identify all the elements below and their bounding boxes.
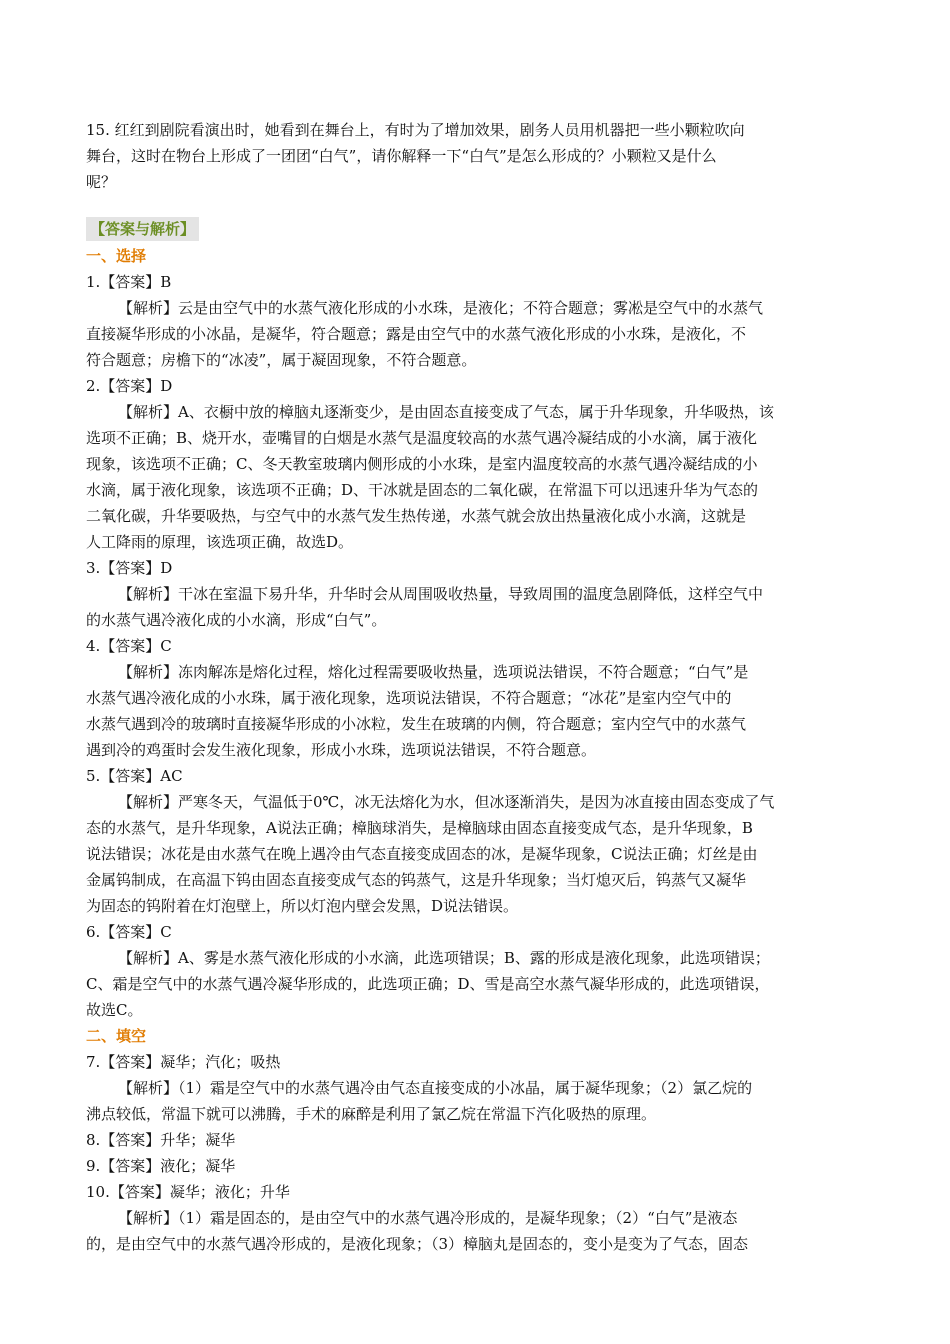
analysis-line: 选项不正确；B、烧开水，壶嘴冒的白烟是水蒸气是温度较高的水蒸气遇冷凝结成的小水滴，属于液化: [86, 429, 758, 447]
answer-line: 2.【答案】D: [86, 377, 173, 395]
analysis-line: 为固态的钨附着在灯泡壁上，所以灯泡内壁会发黑，D说法错误。: [86, 897, 519, 915]
answer-line: 10.【答案】凝华；液化；升华: [86, 1183, 290, 1201]
analysis-line: 的水蒸气遇冷液化成的小水滴，形成“白气”。: [86, 611, 387, 629]
analysis-line: 【解析】（1）霜是固态的，是由空气中的水蒸气遇冷形成的，是凝华现象；（2）“白气”是液态: [118, 1209, 738, 1227]
analysis-line: 沸点较低，常温下就可以沸腾，手术的麻醉是利用了氯乙烷在常温下汽化吸热的原理。: [86, 1105, 657, 1123]
answers-body: [86, 243, 876, 1257]
analysis-line: 符合题意；房檐下的“冰凌”，属于凝固现象，不符合题意。: [86, 351, 477, 369]
answer-line: 8.【答案】升华；凝华: [86, 1131, 236, 1149]
answer-line: 5.【答案】AC: [86, 767, 183, 785]
analysis-line: 【解析】严寒冬天，气温低于0℃，冰无法熔化为水，但冰逐渐消失，是因为冰直接由固态变成了气: [118, 793, 775, 811]
question-text-line: 15. 红红到剧院看演出时，她看到在舞台上，有时为了增加效果，剧务人员用机器把一些小颗粒吹向: [86, 121, 745, 139]
analysis-line: 水滴，属于液化现象，该选项不正确；D、干冰就是固态的二氧化碳，在常温下可以迅速升华为气态的: [86, 481, 759, 499]
analysis-line: 态的水蒸气，是升华现象，A说法正确；樟脑球消失，是樟脑球由固态直接变成气态，是升华现象，B: [86, 819, 753, 837]
analysis-line: 【解析】A、雾是水蒸气液化形成的小水滴，此选项错误；B、露的形成是液化现象，此选项错误；: [118, 949, 770, 967]
analysis-line: 【解析】冻肉解冻是熔化过程，熔化过程需要吸收热量，选项说法错误，不符合题意；“白气”是: [118, 663, 749, 681]
analysis-line: 水蒸气遇到冷的玻璃时直接凝华形成的小冰粒，发生在玻璃的内侧，符合题意；室内空气中的水蒸气: [86, 715, 747, 733]
answer-line: 6.【答案】C: [86, 923, 172, 941]
section-heading: 一、选择: [86, 247, 147, 265]
analysis-line: 现象，该选项不正确；C、冬天教室玻璃内侧形成的小水珠，是室内温度较高的水蒸气遇冷凝结成的小: [86, 455, 758, 473]
analysis-line: 金属钨制成，在高温下钨由固态直接变成气态的钨蒸气，这是升华现象；当灯熄灭后，钨蒸气又凝华: [86, 871, 747, 889]
answer-line: 3.【答案】D: [86, 559, 173, 577]
analysis-line: 【解析】（1）霜是空气中的水蒸气遇冷由气态直接变成的小冰晶，属于凝华现象；（2）氯乙烷的: [118, 1079, 753, 1097]
analysis-line: 【解析】云是由空气中的水蒸气液化形成的小水珠，是液化；不符合题意；雾凇是空气中的水蒸气: [118, 299, 764, 317]
analysis-line: 故选C。: [86, 1001, 143, 1019]
answer-line: 1.【答案】B: [86, 273, 172, 291]
analysis-line: 的，是由空气中的水蒸气遇冷形成的，是液化现象；（3）樟脑丸是固态的，变小是变为了气态，固态: [86, 1235, 749, 1253]
analysis-line: 说法错误；冰花是由水蒸气在晚上遇冷由气态直接变成固态的冰，是凝华现象，C说法正确；灯丝是由: [86, 845, 758, 863]
analysis-line: 【解析】干冰在室温下易升华，升华时会从周围吸收热量，导致周围的温度急剧降低，这样空气中: [118, 585, 764, 603]
section-heading: 二、填空: [86, 1027, 147, 1045]
analysis-line: 【解析】A、衣橱中放的樟脑丸逐渐变少，是由固态直接变成了气态，属于升华现象，升华吸热，该: [118, 403, 774, 421]
answer-line: 4.【答案】C: [86, 637, 172, 655]
question-text-line: 舞台，这时在物台上形成了一团团“白气”，请你解释一下“白气”是怎么形成的？小颗粒又是什么: [86, 147, 717, 165]
question-15: [86, 117, 876, 195]
analysis-line: C、霜是空气中的水蒸气遇冷凝华形成的，此选项正确；D、雪是高空水蒸气凝华形成的，此选项错误，: [86, 975, 770, 993]
analysis-line: 人工降雨的原理，该选项正确，故选D。: [86, 533, 354, 551]
analysis-line: 直接凝华形成的小冰晶，是凝华，符合题意；露是由空气中的水蒸气液化形成的小水珠，是液化，不: [86, 325, 747, 343]
answer-line: 7.【答案】凝华；汽化；吸热: [86, 1053, 281, 1071]
analysis-line: 水蒸气遇冷液化成的小水珠，属于液化现象，选项说法错误，不符合题意；“冰花”是室内空气中的: [86, 689, 732, 707]
analysis-line: 遇到冷的鸡蛋时会发生液化现象，形成小水珠，选项说法错误，不符合题意。: [86, 741, 597, 759]
analysis-line: 二氧化碳，升华要吸热，与空气中的水蒸气发生热传递，水蒸气就会放出热量液化成小水滴，这就是: [86, 507, 747, 525]
question-text-line: 呢？: [86, 173, 117, 191]
answer-line: 9.【答案】液化；凝华: [86, 1157, 236, 1175]
answers-header: 【答案与解析】: [86, 217, 199, 241]
